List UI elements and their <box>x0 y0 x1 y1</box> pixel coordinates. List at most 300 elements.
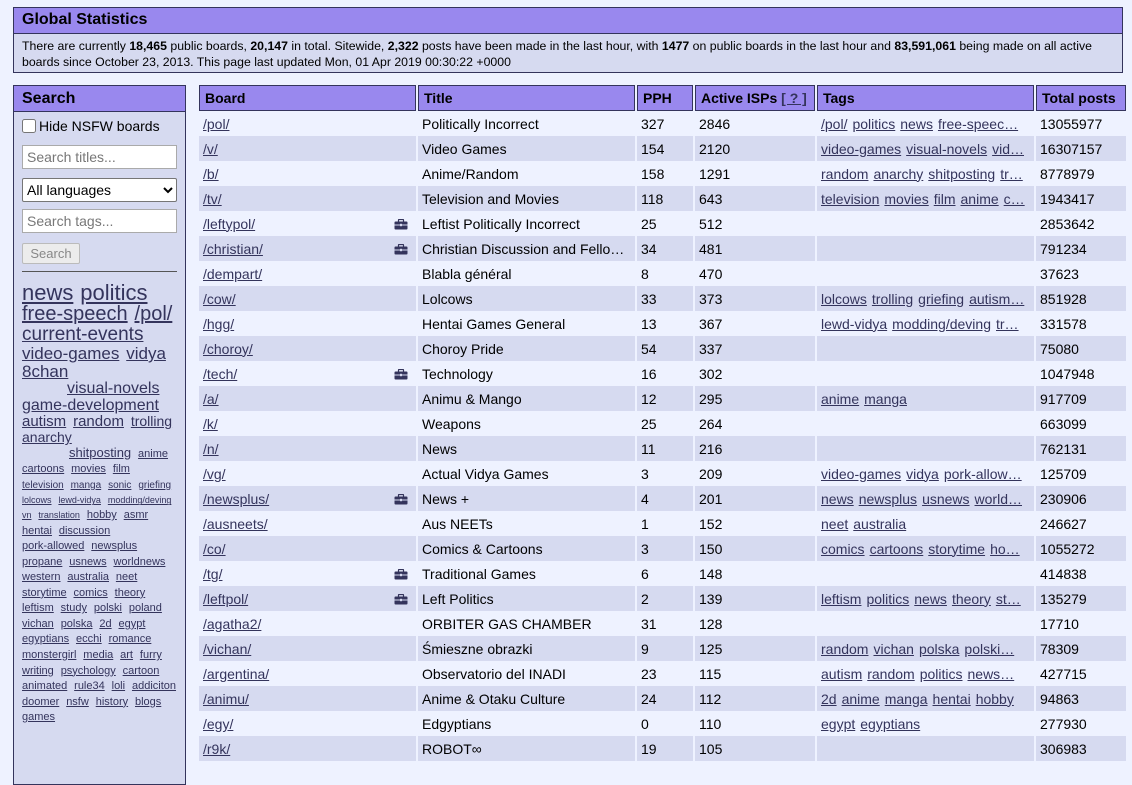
tag-cloud-link[interactable]: animated <box>22 680 68 693</box>
header-tags[interactable]: Tags <box>817 85 1034 111</box>
board-title: Traditional Games <box>418 561 635 586</box>
stat-value: 1477 <box>661 39 690 53</box>
tag-cloud-link[interactable]: blogs <box>135 695 162 708</box>
board-link[interactable]: /newsplus/ <box>203 490 270 507</box>
tag-cloud-link[interactable]: nsfw <box>66 695 89 708</box>
search-button[interactable]: Search <box>22 243 80 264</box>
board-pph: 3 <box>637 536 693 561</box>
board-tags <box>817 661 1034 686</box>
board-link[interactable]: /vichan/ <box>203 640 252 657</box>
board-cell <box>199 586 416 611</box>
board-tag-link[interactable]: ho… <box>990 540 1020 557</box>
board-tag-link[interactable]: vichan <box>873 640 914 657</box>
tag-cloud-link[interactable]: addiciton <box>131 680 177 693</box>
board-tag-link[interactable]: polska <box>918 640 960 657</box>
tag-cloud-link[interactable]: art <box>120 648 133 661</box>
board-tag-link[interactable]: egyptians <box>860 715 921 732</box>
tag-cloud-link[interactable]: media <box>83 648 114 661</box>
board-tag-link[interactable]: television <box>821 190 880 207</box>
board-pph: 34 <box>637 236 693 261</box>
header-board[interactable]: Board <box>199 85 416 111</box>
board-total-posts: 414838 <box>1036 561 1126 586</box>
board-cell <box>199 511 416 536</box>
tag-cloud-link[interactable]: romance <box>108 633 152 646</box>
tag-cloud-link[interactable]: 8chan <box>22 361 69 381</box>
board-active-isps: 470 <box>695 261 815 286</box>
board-tags <box>817 711 1034 736</box>
board-active-isps: 337 <box>695 336 815 361</box>
board-link[interactable]: /argentina/ <box>203 665 270 682</box>
tag-cloud-link[interactable]: film <box>112 463 130 476</box>
board-active-isps: 110 <box>695 711 815 736</box>
tag-cloud-link[interactable]: hentai <box>22 524 52 537</box>
board-active-isps: 148 <box>695 561 815 586</box>
board-title: Video Games <box>418 136 635 161</box>
board-tags <box>817 186 1034 211</box>
tag-cloud-link[interactable]: study <box>60 602 87 615</box>
board-total-posts: 1055272 <box>1036 536 1126 561</box>
board-active-isps: 209 <box>695 461 815 486</box>
tag-cloud-link[interactable]: politics <box>80 280 148 305</box>
tag-cloud-link[interactable]: news <box>22 280 74 305</box>
board-tag-link[interactable]: random <box>821 165 869 182</box>
board-tag-link[interactable]: egypt <box>821 715 856 732</box>
tag-cloud-link[interactable]: video-games <box>22 344 120 364</box>
tag-cloud-link[interactable]: vn <box>22 510 32 521</box>
board-link[interactable]: /k/ <box>203 415 218 432</box>
board-link[interactable]: /pol/ <box>203 115 230 132</box>
tag-cloud-link[interactable]: random <box>73 413 124 431</box>
tag-cloud-link[interactable]: discussion <box>58 524 111 537</box>
board-title: ORBITER GAS CHAMBER <box>418 611 635 636</box>
tag-cloud-link[interactable]: asmr <box>123 509 149 522</box>
board-tag-link[interactable]: anarchy <box>873 165 924 182</box>
tag-cloud-link[interactable]: movies <box>71 463 106 476</box>
board-pph: 4 <box>637 486 693 511</box>
board-total-posts: 762131 <box>1036 436 1126 461</box>
tag-cloud-link[interactable]: hobby <box>86 509 117 522</box>
board-title: News + <box>418 486 635 511</box>
board-tag-link[interactable]: 2d <box>821 690 837 707</box>
board-title: Actual Vidya Games <box>418 461 635 486</box>
board-tag-link[interactable]: vidya <box>906 465 939 482</box>
global-statistics-text <box>14 34 1122 74</box>
tag-cloud-link[interactable]: storytime <box>22 586 67 599</box>
tag-cloud-link[interactable]: trolling <box>130 413 173 430</box>
board-active-isps: 373 <box>695 286 815 311</box>
board-total-posts: 78309 <box>1036 636 1126 661</box>
board-link[interactable]: /tv/ <box>203 190 222 207</box>
tag-cloud-link[interactable]: visual-novels <box>67 379 160 397</box>
board-active-isps: 139 <box>695 586 815 611</box>
board-tag-link[interactable]: hobby <box>975 690 1014 707</box>
board-tag-link[interactable]: video-games <box>821 465 902 482</box>
board-tags <box>817 461 1034 486</box>
table-row <box>199 661 1126 686</box>
table-row <box>199 236 1126 261</box>
stat-text: in total. Sitewide, <box>287 39 388 53</box>
board-active-isps: 112 <box>695 686 815 711</box>
tag-cloud-link[interactable]: 2d <box>99 617 112 630</box>
table-row <box>199 461 1126 486</box>
tag-cloud-link[interactable]: worldnews <box>113 555 166 568</box>
board-total-posts: 277930 <box>1036 711 1126 736</box>
board-link[interactable]: /co/ <box>203 540 226 557</box>
board-tags <box>817 586 1034 611</box>
table-row <box>199 211 1126 236</box>
board-pph: 23 <box>637 661 693 686</box>
tag-cloud-link[interactable]: television <box>22 479 64 491</box>
board-cell <box>199 661 416 686</box>
table-row <box>199 736 1126 761</box>
board-active-isps: 264 <box>695 411 815 436</box>
board-total-posts: 1943417 <box>1036 186 1126 211</box>
board-active-isps: 115 <box>695 661 815 686</box>
board-tag-link[interactable]: hentai <box>932 690 971 707</box>
stat-text: public boards, <box>166 39 251 53</box>
table-row <box>199 711 1126 736</box>
table-row <box>199 311 1126 336</box>
tag-cloud-link[interactable]: /pol/ <box>134 303 173 326</box>
board-total-posts: 331578 <box>1036 311 1126 336</box>
search-titles-input[interactable] <box>22 145 177 169</box>
board-link[interactable]: /tech/ <box>203 365 238 382</box>
board-title: Edgyptians <box>418 711 635 736</box>
tag-cloud-link[interactable]: anarchy <box>22 429 72 446</box>
tag-cloud-link[interactable]: propane <box>22 555 63 568</box>
board-tags <box>817 361 1034 386</box>
board-total-posts: 427715 <box>1036 661 1126 686</box>
board-pph: 3 <box>637 461 693 486</box>
board-active-isps: 2846 <box>695 111 815 136</box>
board-active-isps: 128 <box>695 611 815 636</box>
board-tag-link[interactable]: news <box>914 590 947 607</box>
board-tag-link[interactable]: /pol/ <box>821 115 848 132</box>
board-tags <box>817 686 1034 711</box>
tag-cloud-link[interactable]: writing <box>22 664 54 677</box>
board-cell <box>199 211 416 236</box>
tag-cloud-link[interactable]: rule34 <box>74 680 105 693</box>
board-tag-link[interactable]: news… <box>967 665 1015 682</box>
tag-cloud-link[interactable]: game-development <box>22 396 159 414</box>
board-total-posts: 851928 <box>1036 286 1126 311</box>
tag-cloud-link[interactable]: history <box>95 695 129 708</box>
board-tags <box>817 311 1034 336</box>
board-total-posts: 8778979 <box>1036 161 1126 186</box>
board-tag-link[interactable]: trolling <box>871 290 914 307</box>
tag-cloud-link[interactable]: theory <box>114 586 146 599</box>
board-title: Animu & Mango <box>418 386 635 411</box>
board-tag-link[interactable]: random <box>867 665 915 682</box>
board-total-posts: 16307157 <box>1036 136 1126 161</box>
tag-cloud-link[interactable]: psychology <box>60 664 116 677</box>
board-pph: 6 <box>637 561 693 586</box>
board-link[interactable]: /dempart/ <box>203 265 263 282</box>
board-tag-link[interactable]: vid… <box>992 140 1024 157</box>
board-link[interactable]: /hgg/ <box>203 315 235 332</box>
board-link[interactable]: /tg/ <box>203 565 223 582</box>
board-tag-link[interactable]: lolcows <box>821 290 867 307</box>
board-link[interactable]: /ausneets/ <box>203 515 268 532</box>
board-active-isps: 216 <box>695 436 815 461</box>
board-tag-link[interactable]: c… <box>1003 190 1025 207</box>
board-active-isps: 150 <box>695 536 815 561</box>
board-total-posts: 75080 <box>1036 336 1126 361</box>
board-link[interactable]: /animu/ <box>203 690 249 707</box>
board-tag-link[interactable]: visual-novels <box>906 140 988 157</box>
briefcase-icon <box>394 592 408 608</box>
board-tags <box>817 536 1034 561</box>
board-tag-link[interactable]: manga <box>884 690 928 707</box>
board-title: Weapons <box>418 411 635 436</box>
board-tag-link[interactable]: neet <box>821 515 849 532</box>
board-link[interactable]: /leftypol/ <box>203 215 256 232</box>
board-link[interactable]: /cow/ <box>203 290 236 307</box>
stat-text: posts have been made in the last hour, with <box>418 39 662 53</box>
board-cell <box>199 286 416 311</box>
board-tags <box>817 486 1034 511</box>
table-row <box>199 386 1126 411</box>
tag-cloud-link[interactable]: newsplus <box>91 540 138 553</box>
tag-cloud-link[interactable]: furry <box>139 648 162 661</box>
board-tag-link[interactable]: modding/deving <box>892 315 991 332</box>
board-title: Comics & Cartoons <box>418 536 635 561</box>
board-tag-link[interactable]: tr… <box>996 315 1019 332</box>
board-total-posts: 1047948 <box>1036 361 1126 386</box>
table-row <box>199 286 1126 311</box>
board-tag-link[interactable]: cartoons <box>869 540 924 557</box>
board-tag-link[interactable]: griefing <box>918 290 965 307</box>
board-cell <box>199 636 416 661</box>
board-cell <box>199 136 416 161</box>
board-tag-link[interactable]: anime <box>841 690 880 707</box>
board-cell <box>199 236 416 261</box>
board-link[interactable]: /agatha2/ <box>203 615 262 632</box>
board-tag-link[interactable]: autism <box>821 665 863 682</box>
tag-cloud-link[interactable]: western <box>22 571 61 584</box>
board-tag-link[interactable]: random <box>821 640 869 657</box>
tag-cloud-link[interactable]: vidya <box>126 344 166 364</box>
search-tags-input[interactable] <box>22 209 177 233</box>
board-link[interactable]: /choroy/ <box>203 340 253 357</box>
tag-cloud-link[interactable]: neet <box>115 571 138 584</box>
stat-value: 2,322 <box>387 39 419 53</box>
board-tag-link[interactable]: film <box>933 190 956 207</box>
board-tags <box>817 236 1034 261</box>
tag-cloud-link[interactable]: free-speech <box>22 303 128 326</box>
board-cell <box>199 186 416 211</box>
tag-cloud-link[interactable]: cartoons <box>22 463 65 476</box>
tag-cloud-link[interactable]: cartoon <box>122 664 160 677</box>
tag-cloud-link[interactable]: monstergirl <box>22 648 77 661</box>
board-pph: 8 <box>637 261 693 286</box>
briefcase-icon <box>394 217 408 233</box>
tag-cloud-link[interactable]: lewd-vidya <box>58 495 101 506</box>
board-tag-link[interactable]: news <box>900 115 933 132</box>
board-tag-link[interactable]: st… <box>995 590 1021 607</box>
board-tag-link[interactable]: australia <box>853 515 907 532</box>
board-link[interactable]: /vg/ <box>203 465 226 482</box>
stat-value: 20,147 <box>250 39 288 53</box>
board-active-isps: 295 <box>695 386 815 411</box>
board-total-posts: 13055977 <box>1036 111 1126 136</box>
tag-cloud-link[interactable]: polska <box>60 617 93 630</box>
board-active-isps: 512 <box>695 211 815 236</box>
tag-cloud-link[interactable]: shitposting <box>69 444 132 460</box>
global-statistics-panel <box>13 7 1123 73</box>
tag-cloud-link[interactable]: sonic <box>108 479 132 491</box>
tag-cloud-link[interactable]: current-events <box>22 324 144 346</box>
board-tags <box>817 636 1034 661</box>
board-tag-link[interactable]: politics <box>852 115 896 132</box>
board-tag-link[interactable]: newsplus <box>858 490 918 507</box>
board-tag-link[interactable]: free-speec… <box>937 115 1019 132</box>
board-link[interactable]: /egy/ <box>203 715 234 732</box>
board-tags <box>817 286 1034 311</box>
board-tag-link[interactable]: news <box>821 490 854 507</box>
tag-cloud-link[interactable]: vichan <box>22 617 54 630</box>
board-tag-link[interactable]: politics <box>866 590 910 607</box>
hide-nsfw-checkbox[interactable] <box>22 119 36 133</box>
tag-cloud-link[interactable]: egypt <box>118 617 146 630</box>
board-tags <box>817 136 1034 161</box>
tag-cloud-link[interactable]: ecchi <box>75 633 102 646</box>
board-tag-link[interactable]: movies <box>884 190 929 207</box>
tag-cloud-link[interactable]: griefing <box>138 479 172 491</box>
board-total-posts: 94863 <box>1036 686 1126 711</box>
tag-cloud-link[interactable]: pork-allowed <box>22 540 85 553</box>
board-tag-link[interactable]: anime <box>821 390 860 407</box>
tag-cloud-link[interactable]: usnews <box>69 555 107 568</box>
tag-cloud-link[interactable]: manga <box>70 479 102 491</box>
board-link[interactable]: /christian/ <box>203 240 263 257</box>
tag-cloud-link[interactable]: lolcows <box>22 495 52 506</box>
board-total-posts: 663099 <box>1036 411 1126 436</box>
board-title: Politically Incorrect <box>418 111 635 136</box>
board-tags <box>817 111 1034 136</box>
divider <box>22 271 177 272</box>
board-tag-link[interactable]: politics <box>919 665 963 682</box>
board-tag-link[interactable]: tr… <box>1000 165 1023 182</box>
board-total-posts: 917709 <box>1036 386 1126 411</box>
table-row <box>199 486 1126 511</box>
tag-cloud-link[interactable]: comics <box>73 586 108 599</box>
board-total-posts: 37623 <box>1036 261 1126 286</box>
tag-cloud <box>22 281 180 724</box>
table-row <box>199 161 1126 186</box>
board-link[interactable]: /n/ <box>203 440 219 457</box>
board-tag-link[interactable]: video-games <box>821 140 902 157</box>
board-tag-link[interactable]: theory <box>951 590 991 607</box>
board-tag-link[interactable]: autism… <box>969 290 1025 307</box>
board-link[interactable]: /v/ <box>203 140 218 157</box>
board-link[interactable]: /leftpol/ <box>203 590 249 607</box>
global-statistics-title: Global Statistics <box>14 8 1122 34</box>
board-pph: 118 <box>637 186 693 211</box>
stat-value: 83,591,061 <box>894 39 956 53</box>
tag-cloud-link[interactable]: doomer <box>22 695 60 708</box>
board-title: Television and Movies <box>418 186 635 211</box>
board-link[interactable]: /a/ <box>203 390 219 407</box>
board-title: Technology <box>418 361 635 386</box>
board-total-posts: 2853642 <box>1036 211 1126 236</box>
header-pph[interactable]: PPH <box>637 85 693 111</box>
board-tag-link[interactable]: anime <box>960 190 999 207</box>
tag-cloud-link[interactable]: translation <box>38 510 80 521</box>
board-title: Śmieszne obrazki <box>418 636 635 661</box>
board-title: Blabla général <box>418 261 635 286</box>
board-tag-link[interactable]: usnews <box>922 490 970 507</box>
board-tag-link[interactable]: shitposting <box>928 165 996 182</box>
board-link[interactable]: /b/ <box>203 165 219 182</box>
tag-cloud-link[interactable]: poland <box>128 602 162 615</box>
tag-cloud-link[interactable]: autism <box>22 413 67 431</box>
board-cell <box>199 536 416 561</box>
tag-cloud-link[interactable]: polski <box>93 602 122 615</box>
board-title: News <box>418 436 635 461</box>
board-tags <box>817 161 1034 186</box>
briefcase-icon <box>394 492 408 508</box>
table-row <box>199 586 1126 611</box>
board-title: Lolcows <box>418 286 635 311</box>
board-pph: 0 <box>637 711 693 736</box>
tag-cloud-link[interactable]: leftism <box>22 602 54 615</box>
tag-cloud-link[interactable]: modding/deving <box>107 495 172 506</box>
hide-nsfw-option[interactable] <box>22 118 160 134</box>
tag-cloud-link[interactable]: egyptians <box>22 633 70 646</box>
board-tag-link[interactable]: comics <box>821 540 865 557</box>
tag-cloud-link[interactable]: anime <box>138 447 169 460</box>
board-title: Aus NEETs <box>418 511 635 536</box>
search-title: Search <box>14 86 185 112</box>
stat-value: 18,465 <box>129 39 167 53</box>
board-tag-link[interactable]: world… <box>974 490 1022 507</box>
header-active-isps[interactable] <box>695 85 815 111</box>
language-select[interactable] <box>22 178 177 202</box>
board-total-posts: 125709 <box>1036 461 1126 486</box>
board-tag-link[interactable]: polski… <box>964 640 1015 657</box>
board-pph: 12 <box>637 386 693 411</box>
board-tag-link[interactable]: lewd-vidya <box>821 315 888 332</box>
briefcase-icon <box>394 567 408 583</box>
board-tag-link[interactable]: storytime <box>928 540 986 557</box>
tag-cloud-link[interactable]: loli <box>111 680 126 693</box>
board-tag-link[interactable]: manga <box>864 390 907 407</box>
active-isps-help-link[interactable]: [ ? ] <box>781 90 807 106</box>
board-tag-link[interactable]: leftism <box>821 590 862 607</box>
board-tags <box>817 436 1034 461</box>
board-pph: 158 <box>637 161 693 186</box>
header-title[interactable]: Title <box>418 85 635 111</box>
table-row <box>199 361 1126 386</box>
board-tags <box>817 411 1034 436</box>
board-active-isps: 105 <box>695 736 815 761</box>
board-active-isps: 481 <box>695 236 815 261</box>
table-row <box>199 136 1126 161</box>
header-total-posts[interactable]: Total posts <box>1036 85 1126 111</box>
board-cell <box>199 386 416 411</box>
board-link[interactable]: /r9k/ <box>203 740 231 757</box>
board-tags <box>817 386 1034 411</box>
table-row <box>199 411 1126 436</box>
tag-cloud-link[interactable]: australia <box>67 571 109 584</box>
board-cell <box>199 611 416 636</box>
board-tag-link[interactable]: pork-allow… <box>943 465 1022 482</box>
board-pph: 2 <box>637 586 693 611</box>
board-tags <box>817 561 1034 586</box>
tag-cloud-link[interactable]: games <box>22 711 56 724</box>
board-cell <box>199 486 416 511</box>
